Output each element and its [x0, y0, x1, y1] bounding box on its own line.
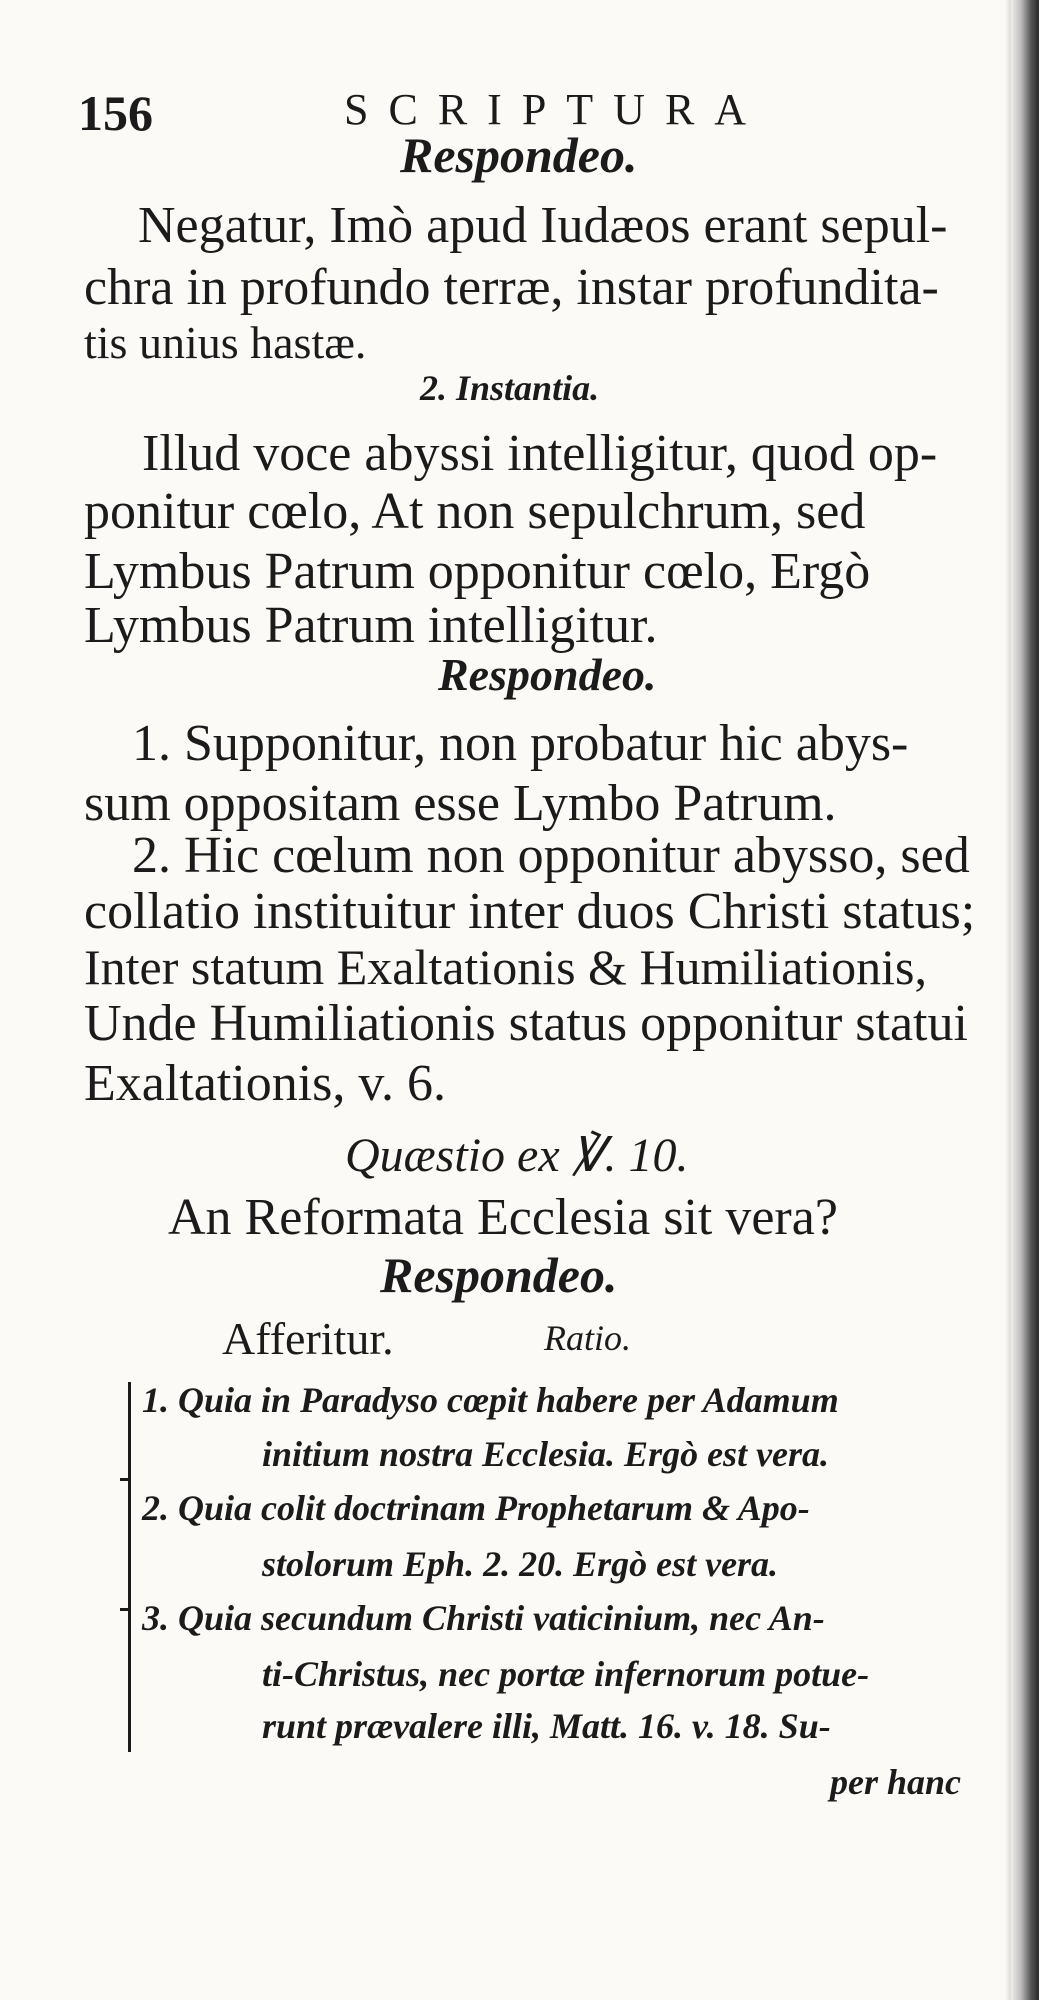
quaestio-heading: Quæstio ex ℣. 10.	[345, 1129, 689, 1182]
text-line: Lymbus Patrum intelligitur.	[84, 597, 658, 654]
reason-line: stolorum Eph. 2. 20. Ergò est vera.	[262, 1544, 779, 1584]
reasons-brace	[128, 1382, 131, 1752]
reasons-brace-tick	[120, 1608, 130, 1611]
question-line: An Reformata Ecclesia sit vera?	[168, 1189, 838, 1246]
reason-line: 2. Quia colit doctrinam Prophetarum & Apo-	[142, 1488, 810, 1528]
text-line: sum oppositam esse Lymbo Patrum.	[84, 775, 837, 832]
text-line: Lymbus Patrum opponitur cœlo, Ergò	[84, 543, 871, 600]
instantia-heading: 2. Instantia.	[420, 368, 600, 408]
text-line: Negatur, Imò apud Iudæos erant sepul-	[138, 197, 948, 254]
ratio-label: Ratio.	[544, 1318, 631, 1358]
running-head: SCRIPTURA	[344, 85, 767, 134]
catchword: per hanc	[830, 1762, 962, 1802]
text-line: Exaltationis, v. 6.	[84, 1055, 447, 1112]
reason-line: ti-Christus, nec portæ infernorum potue-	[262, 1654, 870, 1694]
reason-line: initium nostra Ecclesia. Ergò est vera.	[262, 1434, 830, 1474]
page-number: 156	[78, 85, 153, 141]
text-line: Illud voce abyssi intelligitur, quod op-	[142, 425, 938, 482]
text-line: tis unius hastæ.	[84, 317, 367, 368]
reason-line: 1. Quia in Paradyso cœpit habere per Adamum	[142, 1380, 839, 1420]
text-line: collatio instituitur inter duos Christi status;	[84, 883, 976, 940]
respondeo-heading-3: Respondeo.	[380, 1247, 618, 1303]
text-line: ponitur cœlo, At non sepulchrum, sed	[84, 483, 866, 540]
reason-line: 3. Quia secundum Christi vaticinium, nec An-	[142, 1598, 825, 1638]
book-gutter	[1011, 0, 1039, 2000]
reasons-brace-tick	[120, 1478, 130, 1481]
respondeo-heading-2: Respondeo.	[438, 649, 657, 700]
text-line: Inter statum Exaltationis & Humiliationis,	[84, 939, 927, 995]
respondeo-heading-1: Respondeo.	[400, 127, 638, 183]
affirmation-label: Afferitur.	[222, 1313, 394, 1364]
text-line: 2. Hic cœlum non opponitur abysso, sed	[132, 827, 970, 884]
text-line: chra in profundo terræ, instar profundita-	[84, 259, 939, 316]
text-line: Unde Humiliationis status opponitur statui	[84, 995, 968, 1052]
text-line: 1. Supponitur, non probatur hic abys-	[132, 715, 909, 772]
reason-line: runt prævalere illi, Matt. 16. v. 18. Su-	[262, 1706, 831, 1746]
